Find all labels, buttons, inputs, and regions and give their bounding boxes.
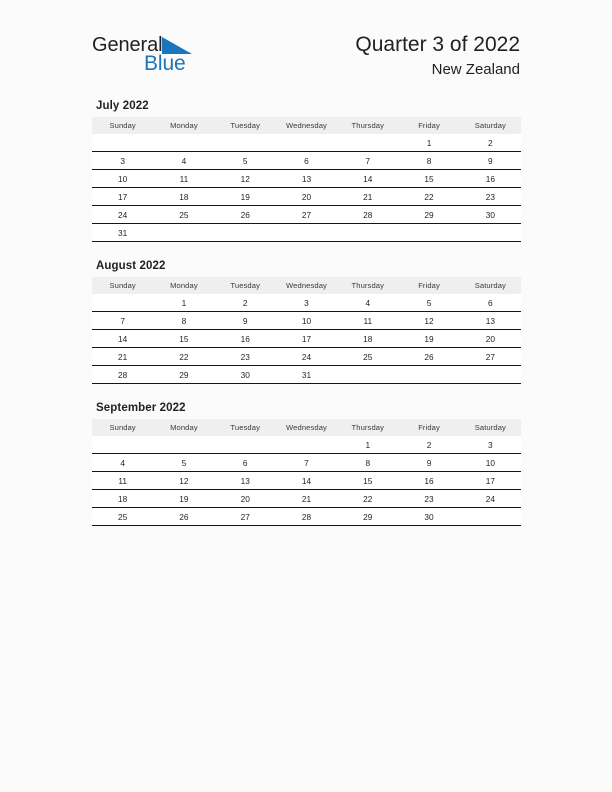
day-cell[interactable]: 27 <box>276 206 337 224</box>
day-cell[interactable]: 25 <box>153 206 214 224</box>
day-cell[interactable]: 22 <box>153 348 214 366</box>
day-cell[interactable]: 9 <box>398 454 459 472</box>
day-cell[interactable]: 30 <box>398 508 459 526</box>
weekday-header-row <box>92 419 521 436</box>
day-cell[interactable]: 4 <box>337 294 398 312</box>
day-cell[interactable]: 7 <box>276 454 337 472</box>
day-cell[interactable]: 26 <box>153 508 214 526</box>
week-row <box>92 224 521 242</box>
week-row <box>92 436 521 454</box>
day-cell[interactable]: 18 <box>337 330 398 348</box>
month-block-august <box>92 260 521 384</box>
day-cell[interactable]: 8 <box>398 152 459 170</box>
day-cell[interactable]: 12 <box>215 170 276 188</box>
day-cell-empty <box>337 224 398 242</box>
day-cell[interactable]: 24 <box>92 206 153 224</box>
weekday-header-wednesday: Wednesday <box>276 117 337 134</box>
day-cell[interactable]: 2 <box>460 134 521 152</box>
day-cell-empty <box>276 436 337 454</box>
day-cell[interactable]: 29 <box>398 206 459 224</box>
brand-logo[interactable] <box>92 34 292 80</box>
day-cell[interactable]: 16 <box>460 170 521 188</box>
day-cell-empty <box>398 366 459 384</box>
day-cell[interactable]: 18 <box>153 188 214 206</box>
day-cell-empty <box>337 366 398 384</box>
day-cell[interactable]: 10 <box>276 312 337 330</box>
day-cell-empty <box>153 134 214 152</box>
weekday-header-friday: Friday <box>398 117 459 134</box>
day-cell[interactable]: 5 <box>153 454 214 472</box>
day-cell[interactable]: 18 <box>92 490 153 508</box>
day-cell[interactable]: 13 <box>460 312 521 330</box>
weekday-header-friday: Friday <box>398 277 459 294</box>
day-cell[interactable]: 22 <box>337 490 398 508</box>
week-row <box>92 206 521 224</box>
day-cell[interactable]: 2 <box>398 436 459 454</box>
weekday-header-wednesday: Wednesday <box>276 419 337 436</box>
day-cell[interactable]: 16 <box>398 472 459 490</box>
day-cell-empty <box>153 436 214 454</box>
brand-logo-line2 <box>144 52 186 76</box>
day-cell[interactable]: 25 <box>92 508 153 526</box>
day-cell[interactable]: 8 <box>337 454 398 472</box>
day-cell[interactable]: 6 <box>460 294 521 312</box>
weekday-header-sunday: Sunday <box>92 277 153 294</box>
day-cell[interactable]: 19 <box>398 330 459 348</box>
day-cell[interactable]: 4 <box>92 454 153 472</box>
day-cell[interactable]: 31 <box>92 224 153 242</box>
day-cell[interactable]: 20 <box>460 330 521 348</box>
month-block-july <box>92 100 521 242</box>
week-row <box>92 152 521 170</box>
weekday-header-tuesday: Tuesday <box>215 117 276 134</box>
day-cell-empty <box>215 224 276 242</box>
day-cell[interactable]: 21 <box>92 348 153 366</box>
day-cell[interactable]: 16 <box>215 330 276 348</box>
day-cell[interactable]: 15 <box>153 330 214 348</box>
day-cell[interactable]: 9 <box>215 312 276 330</box>
week-row <box>92 330 521 348</box>
week-row <box>92 490 521 508</box>
day-cell[interactable]: 31 <box>276 366 337 384</box>
day-cell[interactable]: 11 <box>337 312 398 330</box>
page-title: Quarter 3 of 2022 <box>355 33 520 56</box>
weekday-header-monday: Monday <box>153 419 214 436</box>
day-cell[interactable]: 6 <box>215 454 276 472</box>
day-cell[interactable]: 30 <box>460 206 521 224</box>
day-cell[interactable]: 28 <box>276 508 337 526</box>
day-cell[interactable]: 3 <box>92 152 153 170</box>
day-cell[interactable]: 15 <box>337 472 398 490</box>
weekday-header-saturday: Saturday <box>460 419 521 436</box>
day-cell[interactable]: 20 <box>276 188 337 206</box>
day-cell[interactable]: 23 <box>460 188 521 206</box>
page-subtitle: New Zealand <box>431 61 520 78</box>
month-block-september <box>92 402 521 526</box>
day-cell[interactable]: 7 <box>92 312 153 330</box>
week-row <box>92 170 521 188</box>
day-cell[interactable]: 17 <box>276 330 337 348</box>
day-cell[interactable]: 14 <box>276 472 337 490</box>
day-cell[interactable]: 15 <box>398 170 459 188</box>
day-cell[interactable]: 5 <box>398 294 459 312</box>
day-cell[interactable]: 22 <box>398 188 459 206</box>
day-cell[interactable]: 9 <box>460 152 521 170</box>
day-cell[interactable]: 1 <box>153 294 214 312</box>
month-title: August 2022 <box>96 260 166 272</box>
weekday-header-wednesday: Wednesday <box>276 277 337 294</box>
day-cell[interactable]: 2 <box>215 294 276 312</box>
day-cell[interactable]: 1 <box>337 436 398 454</box>
day-cell[interactable]: 21 <box>276 490 337 508</box>
day-cell-empty <box>460 224 521 242</box>
brand-name-general: General <box>92 34 163 56</box>
week-row <box>92 366 521 384</box>
calendar-table <box>92 117 521 242</box>
day-cell[interactable]: 23 <box>215 348 276 366</box>
day-cell[interactable]: 19 <box>153 490 214 508</box>
day-cell[interactable]: 10 <box>460 454 521 472</box>
day-cell[interactable]: 27 <box>460 348 521 366</box>
day-cell[interactable]: 6 <box>276 152 337 170</box>
day-cell[interactable]: 24 <box>276 348 337 366</box>
day-cell-empty <box>276 134 337 152</box>
day-cell-empty <box>337 134 398 152</box>
day-cell[interactable]: 3 <box>460 436 521 454</box>
day-cell-empty <box>460 366 521 384</box>
weekday-header-monday: Monday <box>153 277 214 294</box>
title-block <box>355 32 520 80</box>
day-cell[interactable]: 14 <box>337 170 398 188</box>
month-title: September 2022 <box>96 402 186 414</box>
day-cell[interactable]: 1 <box>398 134 459 152</box>
months-container <box>92 100 521 544</box>
day-cell[interactable]: 23 <box>398 490 459 508</box>
day-cell[interactable]: 12 <box>153 472 214 490</box>
day-cell[interactable]: 26 <box>398 348 459 366</box>
day-cell[interactable]: 11 <box>153 170 214 188</box>
week-row <box>92 294 521 312</box>
weekday-header-row <box>92 117 521 134</box>
week-row <box>92 508 521 526</box>
weekday-header-monday: Monday <box>153 117 214 134</box>
weekday-header-saturday: Saturday <box>460 277 521 294</box>
day-cell-empty <box>153 224 214 242</box>
day-cell[interactable]: 5 <box>215 152 276 170</box>
day-cell-empty <box>92 436 153 454</box>
week-row <box>92 188 521 206</box>
day-cell-empty <box>92 294 153 312</box>
day-cell[interactable]: 20 <box>215 490 276 508</box>
month-title: July 2022 <box>96 100 149 112</box>
day-cell-empty <box>92 134 153 152</box>
weekday-header-thursday: Thursday <box>337 277 398 294</box>
week-row <box>92 348 521 366</box>
week-row <box>92 454 521 472</box>
weekday-header-tuesday: Tuesday <box>215 419 276 436</box>
day-cell[interactable]: 17 <box>460 472 521 490</box>
day-cell[interactable]: 11 <box>92 472 153 490</box>
day-cell[interactable]: 13 <box>215 472 276 490</box>
weekday-header-thursday: Thursday <box>337 419 398 436</box>
weekday-header-friday: Friday <box>398 419 459 436</box>
day-cell[interactable]: 7 <box>337 152 398 170</box>
day-cell[interactable]: 29 <box>153 366 214 384</box>
weekday-header-tuesday: Tuesday <box>215 277 276 294</box>
day-cell-empty <box>398 224 459 242</box>
weekday-header-sunday: Sunday <box>92 117 153 134</box>
weekday-header-row <box>92 277 521 294</box>
day-cell[interactable]: 27 <box>215 508 276 526</box>
day-cell[interactable]: 19 <box>215 188 276 206</box>
week-row <box>92 134 521 152</box>
page-header <box>0 0 612 96</box>
day-cell[interactable]: 28 <box>337 206 398 224</box>
day-cell-empty <box>215 134 276 152</box>
brand-name-blue: Blue <box>144 52 186 75</box>
day-cell[interactable]: 3 <box>276 294 337 312</box>
day-cell[interactable]: 14 <box>92 330 153 348</box>
day-cell[interactable]: 17 <box>92 188 153 206</box>
weekday-header-saturday: Saturday <box>460 117 521 134</box>
day-cell[interactable]: 21 <box>337 188 398 206</box>
day-cell[interactable]: 28 <box>92 366 153 384</box>
week-row <box>92 312 521 330</box>
day-cell[interactable]: 29 <box>337 508 398 526</box>
day-cell[interactable]: 25 <box>337 348 398 366</box>
day-cell[interactable]: 8 <box>153 312 214 330</box>
week-row <box>92 472 521 490</box>
day-cell[interactable]: 26 <box>215 206 276 224</box>
day-cell[interactable]: 4 <box>153 152 214 170</box>
day-cell[interactable]: 30 <box>215 366 276 384</box>
calendar-table <box>92 277 521 384</box>
calendar-table <box>92 419 521 526</box>
day-cell[interactable]: 12 <box>398 312 459 330</box>
weekday-header-thursday: Thursday <box>337 117 398 134</box>
day-cell-empty <box>460 508 521 526</box>
day-cell[interactable]: 24 <box>460 490 521 508</box>
day-cell-empty <box>276 224 337 242</box>
day-cell[interactable]: 10 <box>92 170 153 188</box>
day-cell-empty <box>215 436 276 454</box>
weekday-header-sunday: Sunday <box>92 419 153 436</box>
day-cell[interactable]: 13 <box>276 170 337 188</box>
